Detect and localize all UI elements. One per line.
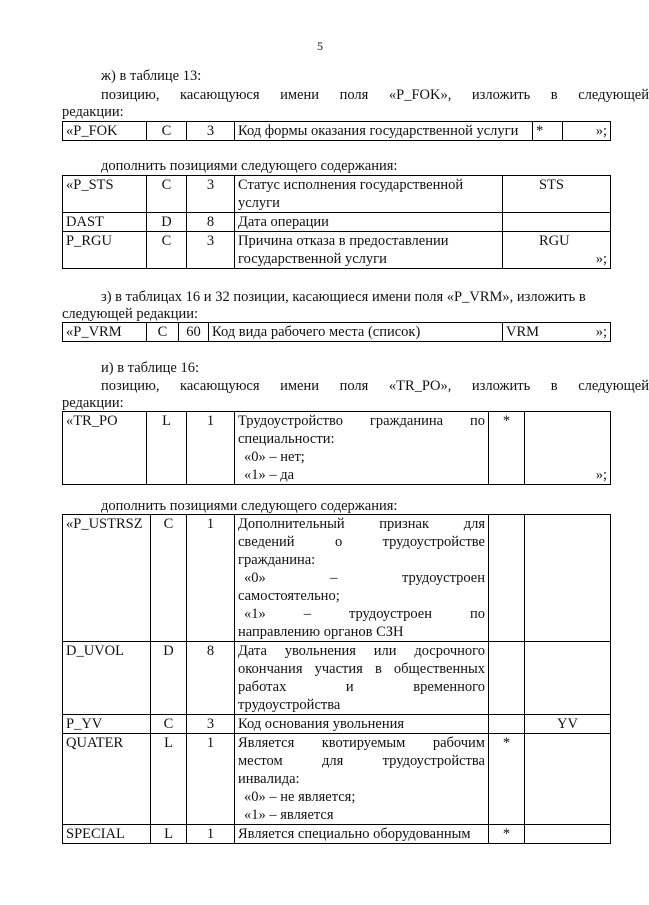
row-tail: »; (595, 251, 607, 267)
field-required (489, 715, 525, 734)
field-required: * (533, 122, 563, 141)
desc-word: – (330, 570, 338, 586)
table-row (63, 412, 611, 485)
table-zh-add (62, 175, 611, 269)
section-z-line1: з) в таблицах 16 и 32 позиции, касающиеся имени поля «P_VRM», изложить в (101, 289, 586, 305)
desc-line (238, 642, 485, 660)
field-name: P_RGU (63, 232, 147, 269)
section-zh-intro (62, 87, 649, 104)
table-row (63, 642, 611, 715)
desc-line: Причина отказа в предоставлении (238, 233, 449, 249)
field-required: * (489, 412, 525, 485)
intro-word: имени (280, 378, 320, 394)
desc-word: о (334, 534, 343, 550)
desc-word: гражданина (369, 413, 444, 429)
desc-word: Код основания увольнения (238, 716, 405, 732)
desc-line: «1» – да (244, 467, 295, 483)
table-row (63, 515, 611, 642)
code-value: STS (539, 177, 564, 193)
desc-word: трудоустройстве (382, 534, 485, 550)
field-name: QUATER (63, 734, 151, 825)
field-description: Код формы оказания государственной услуги (235, 122, 533, 141)
desc-word: участия (314, 661, 363, 677)
table-row (63, 825, 611, 844)
desc-line (238, 660, 485, 678)
field-type: L (147, 412, 187, 485)
table-row (63, 715, 611, 734)
field-length: 1 (187, 734, 235, 825)
desc-word: окончания (238, 661, 303, 677)
intro-word: в (550, 87, 558, 103)
field-name: «P_STS (63, 176, 147, 213)
desc-line: специальности: (238, 431, 335, 447)
field-type: L (151, 734, 187, 825)
desc-word: местом (238, 753, 283, 769)
field-code (503, 213, 611, 232)
field-description: Код вида рабочего места (список) (209, 323, 503, 342)
code-value: RGU (539, 233, 570, 249)
field-description: Дата операции (235, 213, 503, 232)
field-required (489, 642, 525, 715)
intro-word: изложить (471, 87, 531, 103)
table-row (63, 734, 611, 825)
section-zh-intro-cont: редакции: (62, 104, 124, 120)
desc-word: квотируемым (321, 735, 406, 751)
field-description (235, 232, 503, 269)
desc-word: временного (413, 679, 485, 695)
intro-word: следующей (578, 87, 649, 103)
desc-word: «0» (244, 570, 266, 586)
field-length: 1 (187, 825, 235, 844)
field-code (503, 176, 611, 213)
desc-word: для (463, 516, 485, 532)
intro-word: поля (339, 378, 369, 394)
field-required (489, 515, 525, 642)
field-name: «P_VRM (63, 323, 147, 342)
table-row (63, 323, 611, 342)
field-code (525, 515, 611, 642)
section-zh-add-heading: дополнить позициями следующего содержания: (101, 158, 398, 174)
desc-word: досрочного (414, 643, 485, 659)
page-number: 5 (317, 39, 323, 53)
table-tr-po (62, 411, 611, 485)
table-row (63, 122, 611, 141)
intro-word: позицию, (101, 87, 160, 103)
field-type: D (151, 642, 187, 715)
field-length: 3 (187, 176, 235, 213)
desc-word: увольнения (284, 643, 356, 659)
field-name: SPECIAL (63, 825, 151, 844)
field-type: D (147, 213, 187, 232)
intro-word: поля (339, 87, 369, 103)
table-row (63, 232, 611, 269)
field-length: 60 (179, 323, 209, 342)
desc-word: или (373, 643, 397, 659)
field-type: C (147, 323, 179, 342)
table-i-add (62, 514, 611, 844)
desc-line (238, 715, 485, 733)
field-code (525, 734, 611, 825)
desc-line (238, 825, 485, 843)
desc-word: трудоустройства (382, 753, 485, 769)
desc-line: государственной услуги (238, 251, 387, 267)
section-zh-heading: ж) в таблице 13: (101, 68, 202, 84)
row-tail: »; (595, 467, 607, 483)
field-type: C (147, 176, 187, 213)
desc-line (238, 605, 485, 623)
desc-word: трудоустройства (238, 697, 341, 713)
desc-word: Дополнительный (238, 516, 345, 532)
desc-word: трудоустроен (348, 606, 432, 622)
field-code: YV (525, 715, 611, 734)
field-type: C (147, 122, 187, 141)
intro-word: изложить (471, 378, 531, 394)
desc-word: по (469, 413, 485, 429)
table-p-fok (62, 121, 611, 141)
field-length: 3 (187, 715, 235, 734)
table-row (63, 213, 611, 232)
intro-word: «P_FOK», (388, 87, 452, 103)
field-required: * (489, 825, 525, 844)
desc-line (238, 752, 485, 770)
desc-word: самостоятельно; (238, 588, 340, 604)
desc-line (238, 515, 485, 533)
field-type: C (151, 715, 187, 734)
table-row (63, 176, 611, 213)
desc-word: Является специально оборудованным (238, 826, 471, 842)
desc-word: общественных (393, 661, 485, 677)
field-code (563, 122, 611, 141)
field-length: 3 (187, 232, 235, 269)
desc-word: «0» – не является; (244, 789, 356, 805)
desc-word: по (469, 606, 485, 622)
field-description (235, 642, 489, 715)
desc-word: в (374, 661, 382, 677)
intro-word: позицию, (101, 378, 160, 394)
desc-line: услуги (238, 195, 280, 211)
field-name: «P_FOK (63, 122, 147, 141)
field-code (525, 642, 611, 715)
intro-word: касающуюся (180, 378, 260, 394)
section-i-intro (62, 378, 649, 395)
desc-line (238, 770, 485, 788)
desc-line: «0» – нет; (244, 449, 305, 465)
field-code (525, 825, 611, 844)
table-p-vrm (62, 322, 611, 342)
desc-word: для (322, 753, 344, 769)
field-description (235, 715, 489, 734)
desc-line (238, 678, 485, 696)
desc-line (238, 587, 485, 605)
intro-word: имени (280, 87, 320, 103)
desc-line (238, 623, 485, 641)
desc-line (238, 551, 485, 569)
field-length: 1 (187, 412, 235, 485)
section-i-heading: и) в таблице 16: (101, 360, 199, 376)
field-code (503, 232, 611, 269)
field-required: * (489, 734, 525, 825)
desc-line: Статус исполнения государственной (238, 177, 464, 193)
desc-word: признак (379, 516, 430, 532)
field-name: D_UVOL (63, 642, 151, 715)
row-tail: »; (595, 123, 607, 139)
field-type: L (151, 825, 187, 844)
row-tail: »; (595, 324, 607, 340)
section-z-line2: следующей редакции: (62, 306, 199, 322)
desc-word: «1» (244, 606, 266, 622)
intro-word: следующей (578, 378, 649, 394)
field-code (525, 412, 611, 485)
field-description (235, 515, 489, 642)
field-length: 3 (187, 122, 235, 141)
desc-line (238, 696, 485, 714)
code-value: VRM (506, 324, 540, 340)
field-description (235, 176, 503, 213)
intro-word: «TR_PO», (388, 378, 452, 394)
desc-word: направлению органов СЗН (238, 624, 404, 640)
field-length: 1 (187, 515, 235, 642)
desc-word: гражданина: (238, 552, 316, 568)
desc-line (238, 412, 485, 430)
desc-word: инвалида: (238, 771, 300, 787)
field-code (503, 323, 611, 342)
field-description (235, 734, 489, 825)
desc-word: Трудоустройство (238, 413, 344, 429)
desc-word: работах (238, 679, 287, 695)
field-name: «P_USTRSZ (63, 515, 151, 642)
intro-word: касающуюся (180, 87, 260, 103)
section-i-intro-cont: редакции: (62, 395, 124, 411)
desc-word: сведений (238, 534, 295, 550)
section-i-add-heading: дополнить позициями следующего содержания: (101, 498, 398, 514)
desc-line (238, 569, 485, 587)
desc-line (238, 734, 485, 752)
field-name: P_YV (63, 715, 151, 734)
desc-line (238, 533, 485, 551)
intro-word: в (550, 378, 558, 394)
desc-word: Дата (238, 643, 267, 659)
field-type: C (151, 515, 187, 642)
field-name: «TR_PO (63, 412, 147, 485)
field-name: DAST (63, 213, 147, 232)
desc-word: и (345, 679, 354, 695)
desc-word: трудоустроен (401, 570, 485, 586)
desc-line (238, 788, 485, 806)
field-length: 8 (187, 213, 235, 232)
desc-word: – (303, 606, 311, 622)
field-type: C (147, 232, 187, 269)
field-length: 8 (187, 642, 235, 715)
desc-word: рабочим (432, 735, 485, 751)
field-description (235, 825, 489, 844)
desc-word: Является (238, 735, 295, 751)
field-description (235, 412, 489, 485)
desc-word: «1» – является (244, 807, 334, 823)
desc-line (238, 806, 485, 824)
